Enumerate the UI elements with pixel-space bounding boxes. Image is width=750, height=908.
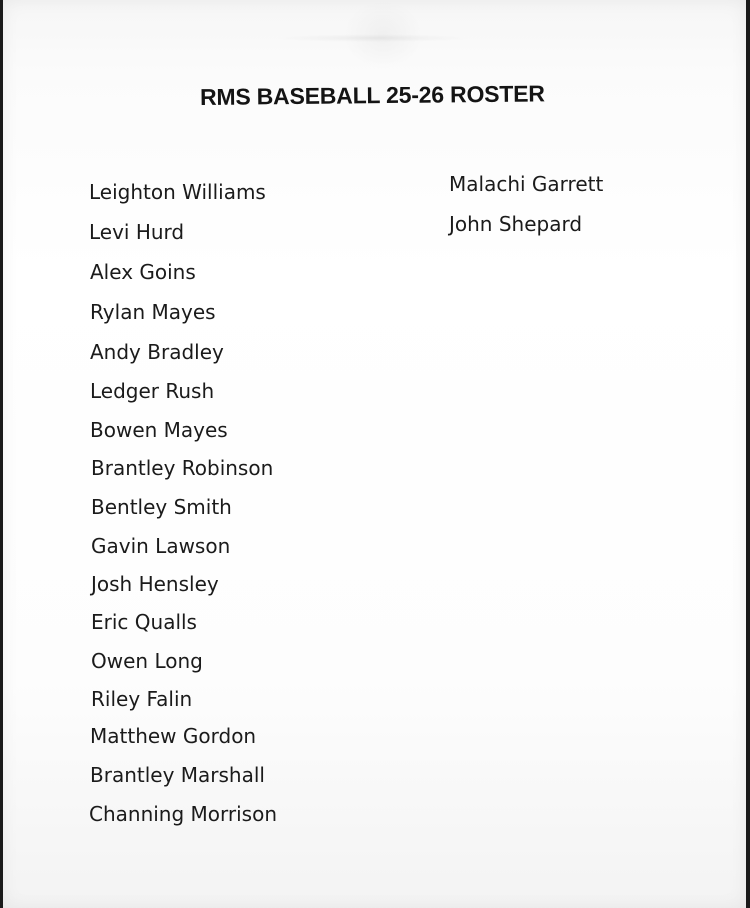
paper-sheet — [3, 0, 746, 908]
player-name: Brantley Robinson — [91, 456, 274, 480]
player-name: Channing Morrison — [89, 802, 278, 826]
player-name: Bowen Mayes — [90, 418, 228, 442]
player-name: Alex Goins — [90, 260, 196, 284]
player-name: Gavin Lawson — [91, 534, 231, 558]
player-name: Levi Hurd — [89, 220, 185, 244]
player-name: Ledger Rush — [90, 379, 215, 403]
player-name: Malachi Garrett — [449, 172, 604, 196]
paper-fold-shadow — [273, 34, 473, 42]
player-name: Matthew Gordon — [90, 724, 257, 748]
roster-title: RMS BASEBALL 25-26 ROSTER — [199, 80, 545, 110]
player-name: Leighton Williams — [89, 180, 266, 204]
player-name: John Shepard — [449, 212, 583, 236]
player-name: Owen Long — [91, 649, 203, 673]
player-name: Josh Hensley — [91, 572, 219, 596]
player-name: Bentley Smith — [91, 495, 232, 519]
player-name: Andy Bradley — [90, 340, 224, 364]
player-name: Eric Qualls — [91, 610, 197, 634]
player-name: Riley Falin — [91, 687, 193, 711]
player-name: Brantley Marshall — [90, 763, 265, 787]
player-name: Rylan Mayes — [90, 300, 216, 324]
